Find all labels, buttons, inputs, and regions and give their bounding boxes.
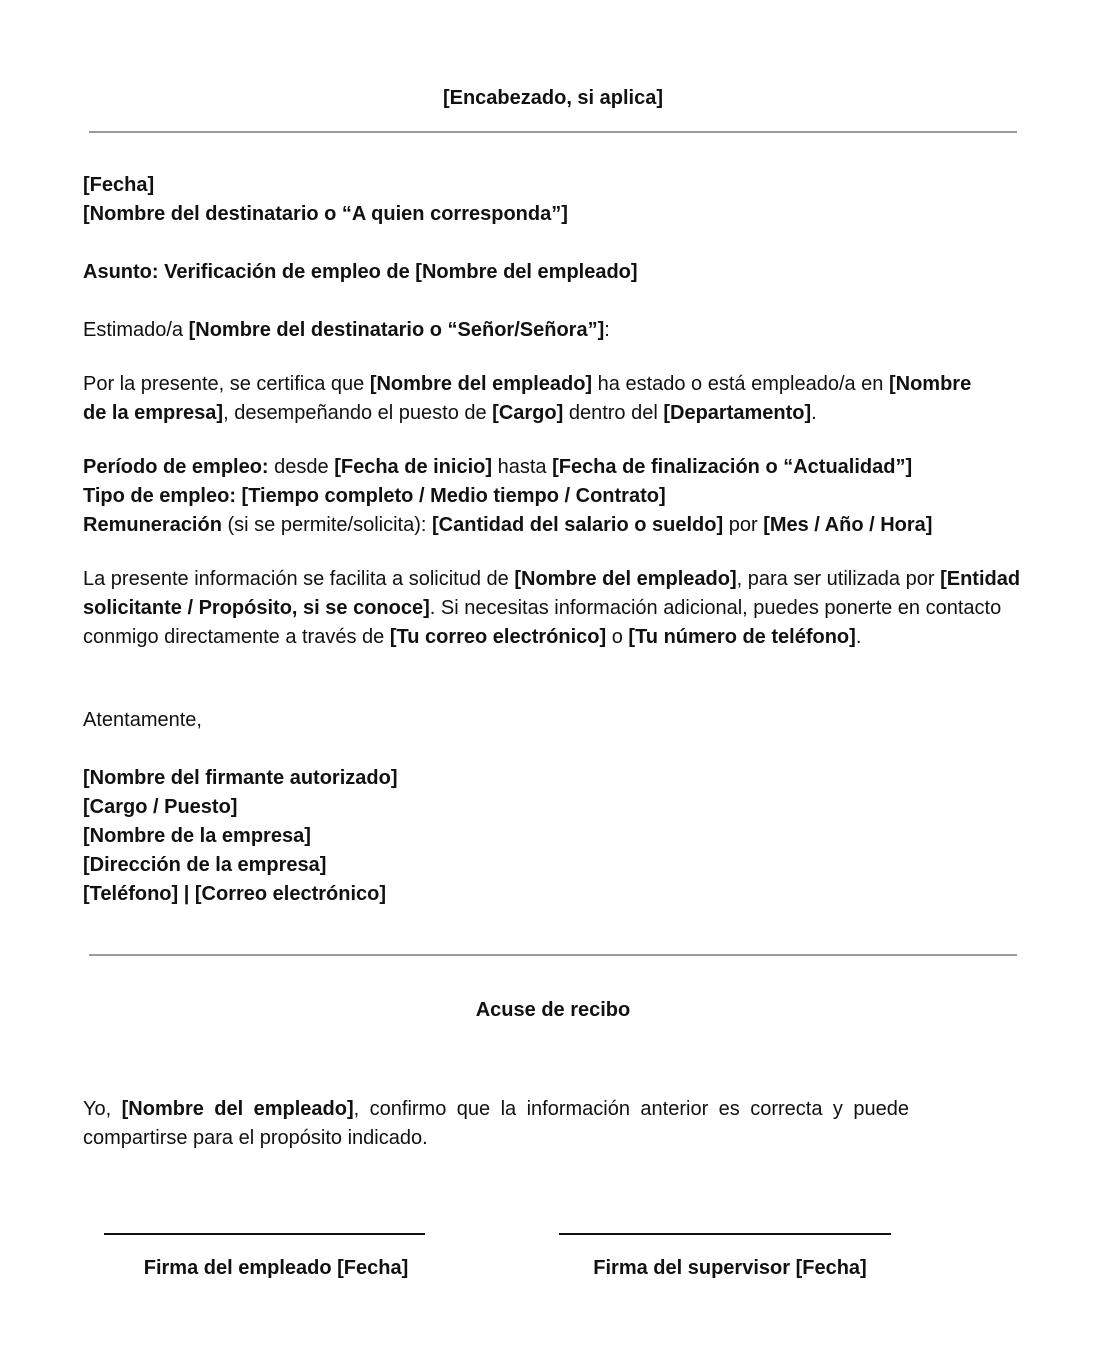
intro-paragraph <box>83 370 993 428</box>
info-phone: [Tu número de teléfono] <box>628 626 856 648</box>
intro-company-name: [Nombre de la empresa] <box>83 373 972 424</box>
employment-type: Tipo de empleo: [Tiempo completo / Medio tiempo / Contrato] <box>83 485 666 507</box>
employment-period: Período de empleo: desde [Fecha de inicio] hasta [Fecha de finalización o “Actualidad”] <box>83 456 913 478</box>
signer-name: [Nombre del firmante autorizado] <box>83 767 398 789</box>
intro-employee-name: [Nombre del empleado] <box>369 373 593 395</box>
remuneration: Remuneración (si se permite/solicita): [Cantidad del salario o sueldo] por [Mes / Año / Hora] <box>83 514 933 536</box>
employee-signature-label: Firma del empleado [Fecha] <box>143 1257 409 1279</box>
greeting-prefix: Estimado/a <box>83 319 189 341</box>
employment-details <box>83 453 1083 540</box>
document-header: [Encabezado, si aplica] <box>442 87 664 109</box>
info-requesting-entity: [Entidad solicitante / Propósito, si se conoce] <box>83 568 1021 619</box>
acknowledgment-divider <box>89 954 1017 956</box>
info-employee-name: [Nombre del empleado] <box>514 568 737 590</box>
acknowledgment-paragraph: Yo, [Nombre del empleado], confirmo que la información anterior es correcta y puede compartirse para el propósito indicado. <box>83 1098 909 1149</box>
greeting-name: [Nombre del destinatario o “Señor/Señora”] <box>188 319 605 341</box>
recipient-name: [Nombre del destinatario o “A quien corresponda”] <box>83 203 568 225</box>
intro-text-3: , desempeñando el puesto de <box>223 402 493 424</box>
intro-text-5: . <box>811 402 817 424</box>
intro-position: [Cargo] <box>492 402 564 424</box>
greeting-suffix: : <box>604 319 610 341</box>
acknowledgment-title: Acuse de recibo <box>475 999 631 1021</box>
info-email: [Tu correo electrónico] <box>389 626 607 648</box>
subject-text: Asunto: Verificación de empleo de [Nombre del empleado] <box>83 261 638 283</box>
header-divider <box>89 131 1017 133</box>
intro-text-1: Por la presente, se certifica que <box>83 373 370 395</box>
closing: Atentamente, <box>83 709 202 731</box>
supervisor-signature-label: Firma del supervisor [Fecha] <box>593 1257 867 1279</box>
supervisor-signature-line <box>559 1233 891 1235</box>
greeting <box>83 316 1033 345</box>
intro-department: [Departamento] <box>663 402 812 424</box>
info-paragraph: La presente información se facilita a solicitud de [Nombre del empleado], para ser utilizada por [Entidad solicitante / Propósito, si se conoce]. Si necesitas información adicional, puedes ponerte en contacto conmigo directamente a través de [Tu correo electrónico] o [Tu número de teléfono]. <box>83 568 1021 648</box>
signer-address: [Dirección de la empresa] <box>83 854 327 876</box>
employee-signature-line <box>104 1233 425 1235</box>
intro-text-2: ha estado o está empleado/a en <box>592 373 889 395</box>
signer-block <box>83 764 1033 909</box>
signer-company: [Nombre de la empresa] <box>83 825 311 847</box>
address-block <box>83 171 1033 229</box>
intro-text-4: dentro del <box>563 402 664 424</box>
signer-position: [Cargo / Puesto] <box>83 796 238 818</box>
letter-date: [Fecha] <box>83 174 155 196</box>
ack-employee-name: [Nombre del empleado] <box>121 1098 354 1120</box>
signer-contact: [Teléfono] | [Correo electrónico] <box>83 883 387 905</box>
subject-line <box>83 258 1033 287</box>
